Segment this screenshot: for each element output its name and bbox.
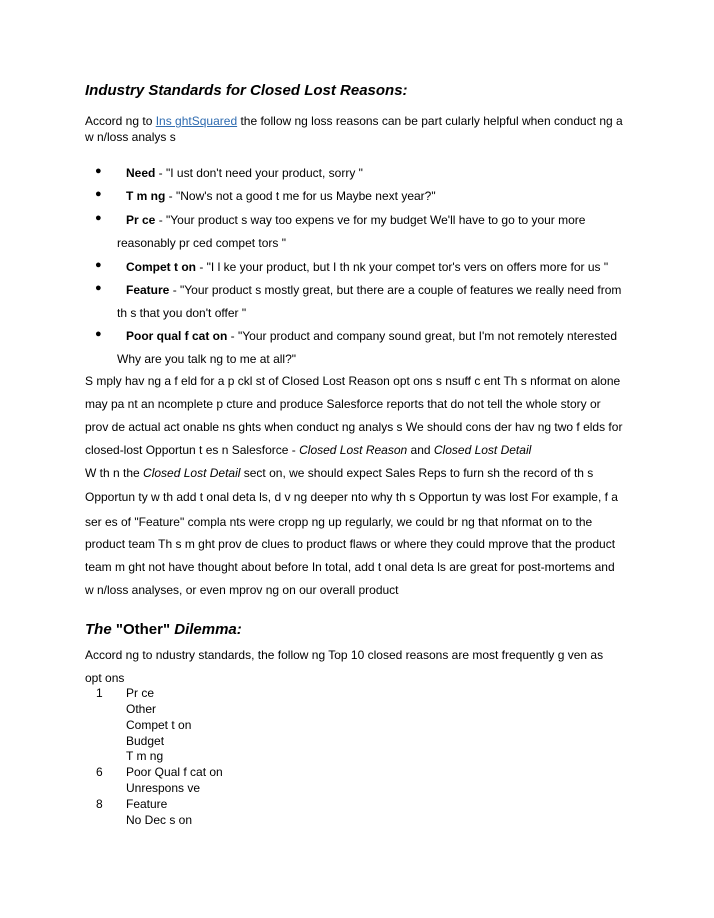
bullet-term: Compet t on [126,260,196,274]
list-item: Feature [126,797,168,811]
bullet-dot: ● [95,212,102,224]
bullet-term: Feature [126,283,170,297]
bullet-text: - "I l ke your product, but I th nk your compet tor's vers on offers more for us " [196,260,609,274]
paragraph2-line: w n/loss analyses, or even mprov ng on our overall product [85,583,399,597]
bullet-dot: ● [95,188,102,200]
title-prefix: The [85,621,116,638]
bullet-dot: ● [95,328,102,340]
bullet-timing [126,189,436,204]
insightsquared-link[interactable]: Ins ghtSquared [155,114,238,128]
bullet-term: Pr ce [126,213,156,227]
intro-paragraph-line1 [85,114,623,129]
section2-intro-line1: Accord ng to ndustry standards, the follow ng Top 10 closed reasons are most frequently g ven as [85,648,604,662]
paragraph2-line: team m ght not have thought about before In total, add t onal deta ls are great for post-mortems and [85,560,615,574]
title-other: "Other" [115,621,171,638]
intro-paragraph-line2: w n/loss analys s [85,130,176,144]
list-item: Budget [126,734,165,748]
bullet-text: - "Now's not a good t me for us Maybe next year?" [165,189,436,203]
bullet-text: - "I ust don't need your product, sorry " [155,166,363,180]
bullet-price-continuation: reasonably pr ced compet tors " [117,236,287,250]
section-title-industry-standards: Industry Standards for Closed Lost Reasons: [85,82,408,99]
paragraph1-last-line [85,443,531,458]
section2-intro-line2: opt ons [85,671,125,685]
list-number: 6 [96,765,103,779]
bullet-dot: ● [95,165,102,177]
intro-suffix: the follow ng loss reasons can be part cularly helpful when conduct ng a [237,114,623,128]
bullet-text: - "Your product and company sound great, but I'm not remotely nterested [227,329,618,343]
list-number: 1 [96,686,103,700]
bullet-need [126,166,363,181]
paragraph2-first-line [85,466,593,481]
paragraph2-suffix: sect on, we should expect Sales Reps to furn sh the record of th s [240,466,594,480]
list-item: No Dec s on [126,813,193,827]
list-item: Pr ce [126,686,155,700]
paragraph2-line: product team Th s m ght prov de clues to product flaws or where they could mprove that the product [85,537,616,551]
paragraph2-prefix: W th n the [85,466,144,480]
bullet-dot: ● [95,259,102,271]
field-name-closed-lost-detail: Closed Lost Detail [143,466,241,480]
and-text: and [407,443,434,457]
paragraph1-line: S mply hav ng a f eld for a p ckl st of Closed Lost Reason opt ons s nsuff c ent Th s nformat on alone [85,374,621,388]
bullet-term: Poor qual f cat on [126,329,228,343]
list-item: Poor Qual f cat on [126,765,223,779]
list-item: Compet t on [126,718,192,732]
bullet-poor-qualification [126,329,617,344]
list-number: 8 [96,797,103,811]
bullet-competition [126,260,608,275]
bullet-text: - "Your product s mostly great, but there are a couple of features we really need from [169,283,622,297]
bullet-term: T m ng [126,189,166,203]
intro-prefix: Accord ng to [85,114,156,128]
paragraph1-line: may pa nt an ncomplete p cture and produce Salesforce reports that do not tell the whole story or [85,397,601,411]
bullet-dot: ● [95,282,102,294]
list-item: Unrespons ve [126,781,201,795]
list-item: Other [126,702,157,716]
paragraph1-last-prefix: closed-lost Opportun t es n Salesforce - [85,443,300,457]
bullet-text: - "Your product s way too expens ve for my budget We'll have to go to your more [155,213,586,227]
bullet-price [126,213,585,228]
bullet-poor-qualification-continuation: Why are you talk ng to me at all?" [117,352,297,366]
bullet-feature-continuation: th s that you don't offer " [117,306,247,320]
paragraph2-line: Opportun ty w th add t onal deta ls, d v ng deeper nto why th s Opportun ty was lost For example, f a [85,490,618,504]
section-title-other-dilemma [85,621,242,638]
field-name-closed-lost-reason: Closed Lost Reason [299,443,408,457]
field-name-closed-lost-detail: Closed Lost Detail [433,443,532,457]
paragraph2-line: ser es of "Feature" compla nts were cropp ng up regularly, we could br ng that nformat on to the [85,515,593,529]
bullet-term: Need [126,166,156,180]
bullet-feature [126,283,621,298]
title-suffix: Dilemma: [170,621,242,638]
list-item: T m ng [126,749,164,763]
paragraph1-line: prov de actual act onable ns ghts when conduct ng analys s We should cons der hav ng two f elds for [85,420,623,434]
